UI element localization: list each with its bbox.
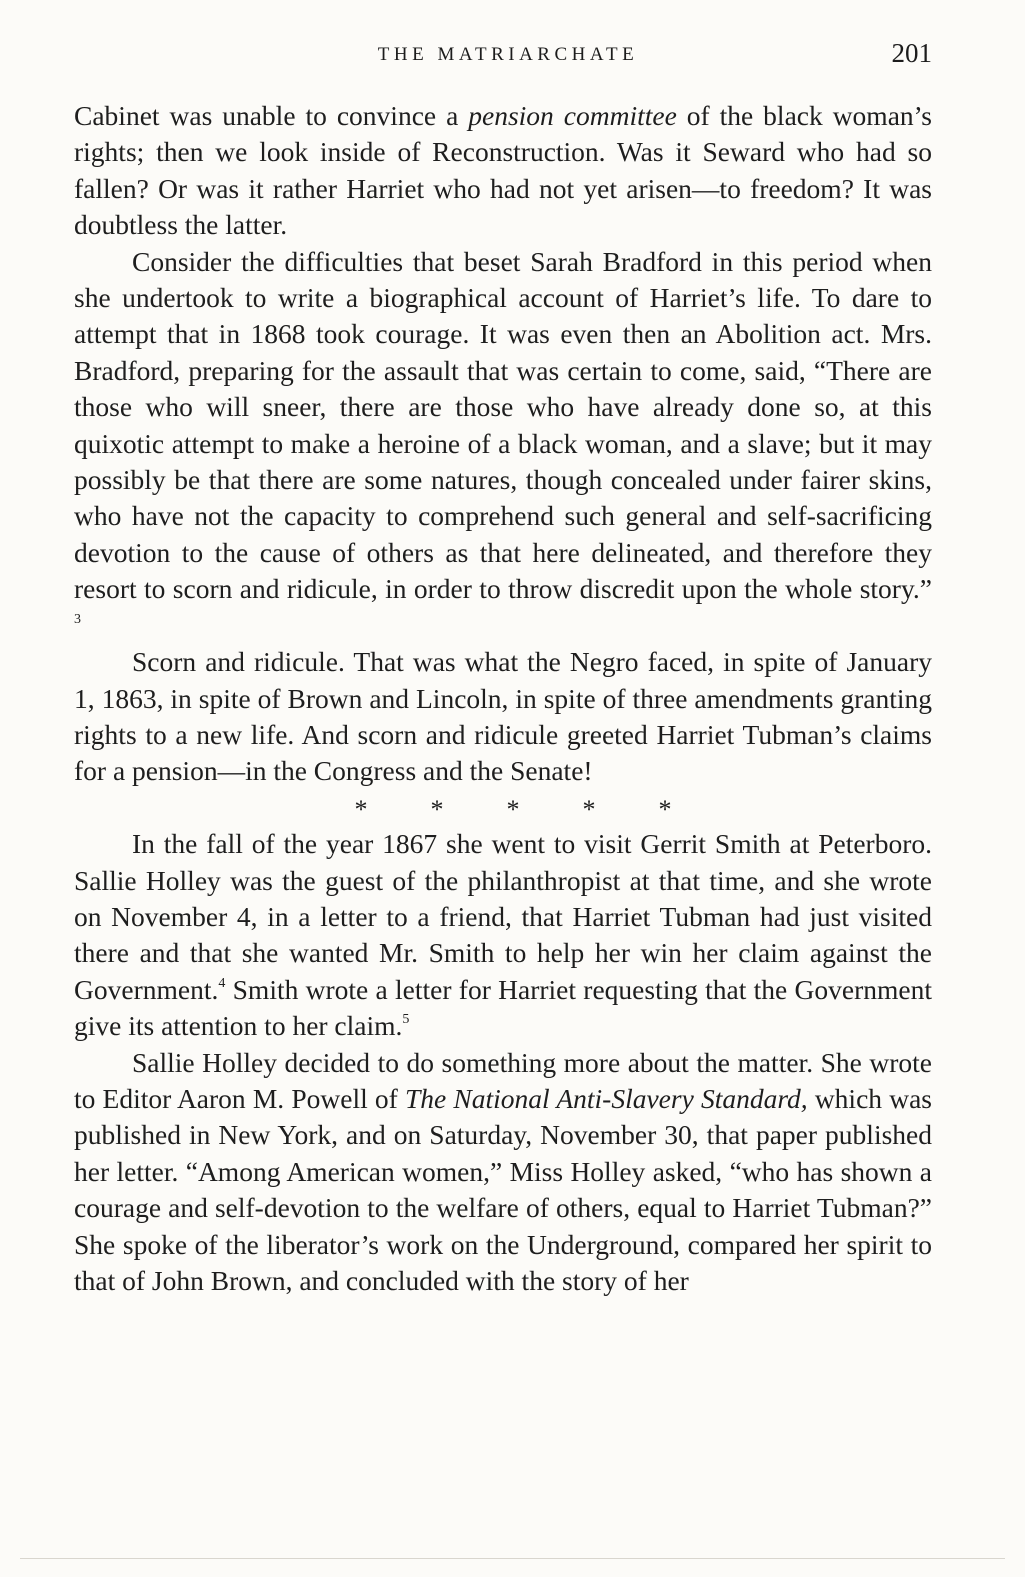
paragraph-1-text-c: of the black woman’s rights; then we look inside of Reconstruction. Was it Seward who had so fallen? Or was it rather Harriet who had not yet arisen—to freedom? It was doubtless the latter.: [74, 100, 932, 241]
asterisk: *: [658, 794, 672, 824]
footnote-ref-5: 5: [402, 1011, 410, 1027]
paragraph-5: [74, 1045, 932, 1300]
running-head: [74, 38, 932, 70]
asterisk: *: [430, 794, 444, 824]
footnote-ref-3: 3: [74, 611, 81, 627]
body-text: [74, 98, 932, 1299]
running-title: THE MATRIARCHATE: [377, 44, 639, 65]
paragraph-4-text-a: In the fall of the year 1867 she went to visit Gerrit Smith at Peterboro. Sallie Holley was the guest of the philanthropist at that time, and she wrote on November 4, in a letter to a friend, that Harriet Tubman had just visited there and that she wanted Mr. Smith to help her win her claim against the Government.: [74, 828, 932, 1005]
paragraph-2-text: Consider the difficulties that beset Sarah Bradford in this period when she undertook to write a biographical account of Harriet’s life. To dare to attempt that in 1868 took courage. It was even then an Abolition act. Mrs. Bradford, preparing for the assault that was certain to come, said, “There are those who will sneer, there are those who have already done so, at this quixotic attempt to make a heroine of a black woman, and a slave; but it may possibly be that there are some natures, though concealed under fairer skins, who have not the capacity to comprehend such general and self-sacrificing devotion to the cause of others as that here delineated, and therefore they resort to scorn and ridicule, in order to throw discredit upon the whole story.”: [74, 245, 932, 605]
footnote-ref-4: 4: [218, 975, 226, 991]
paragraph-5-text-c: which was published in New York, and on Saturday, November 30, that paper published her letter. “Among American women,” Miss Holley asked, “who has shown a courage and self-devotion to the welfare of others, equal to Harriet Tubman?” She spoke of the liberator’s work on the Underground, compared her spirit to that of John Brown, and concluded with the story of her: [74, 1082, 932, 1296]
paragraph-4: [74, 826, 932, 1044]
paragraph-5-italic-title: The National Anti-Slavery Standard,: [404, 1082, 808, 1114]
paragraph-2: [74, 244, 932, 644]
asterisk: *: [582, 794, 596, 824]
section-break: [74, 790, 932, 826]
paragraph-1-text-a: Cabinet was unable to convince a: [74, 100, 469, 131]
paragraph-4-text-b: Smith wrote a letter for Harriet requesting that the Government give its attention to her claim.: [74, 973, 932, 1042]
paragraph-1-italic-phrase: pension committee: [468, 100, 677, 131]
asterisk: *: [506, 794, 520, 824]
asterisk: *: [354, 794, 368, 824]
paragraph-1: [74, 98, 932, 244]
paragraph-3: [74, 644, 932, 790]
page-number: 201: [891, 38, 932, 68]
paragraph-3-text: Scorn and ridicule. That was what the Negro faced, in spite of January 1, 1863, in spite of Brown and Lincoln, in spite of three amendments granting rights to a new life. And scorn and ridicule greeted Harriet Tubman’s claims for a pension—in the Congress and the Senate!: [74, 646, 932, 787]
scan-edge-line: [20, 1558, 1005, 1559]
paragraph-5-text-a: Sallie Holley decided to do something more about the matter. She wrote to Editor Aaron M. Powell of: [74, 1046, 932, 1114]
